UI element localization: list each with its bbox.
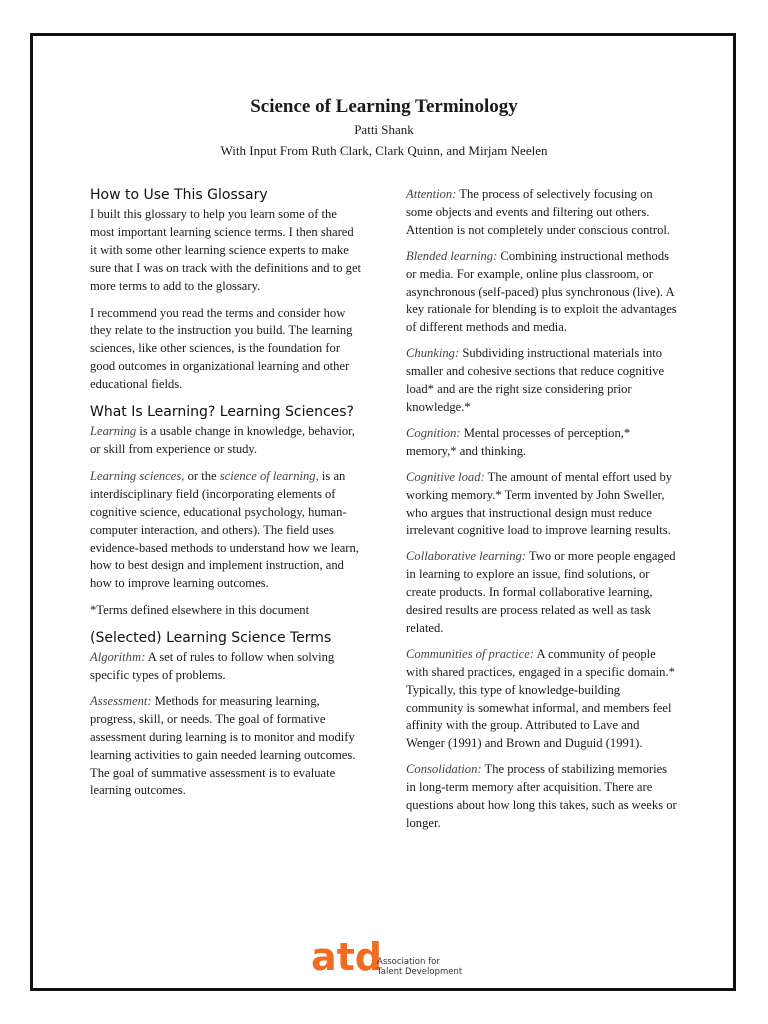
glossary-entry — [406, 646, 678, 753]
connector-or-the: or the — [184, 468, 220, 483]
term-assessment: Assessment: — [90, 693, 152, 708]
def-assessment: Methods for measuring learning, progress, skill, or needs. The goal of formative assessment during learning is to monitor and modify learning activities to gain needed learning outcomes. The goal of summative assessment is to evaluate learning outcomes. — [90, 693, 356, 798]
glossary-def: Mental processes of perception,* memory,* and thinking. — [406, 425, 631, 458]
glossary-entry-algorithm — [90, 649, 362, 685]
intro-paragraph-1: I built this glossary to help you learn some of the most important learning science terms. I then shared it with some other learning science experts to make sure that I was on track with the definitions and to get more terms to add to the glossary. — [90, 207, 362, 293]
definition-learning-sciences — [90, 468, 362, 593]
glossary-def: The process of stabilizing memories in long-term memory after acquisition. There are questions about how long this takes, such as weeks or longer. — [406, 762, 677, 830]
glossary-entry — [406, 548, 678, 638]
section-heading-what-is-learning: What Is Learning? Learning Sciences? — [90, 404, 354, 421]
section-heading-how-to-use: How to Use This Glossary — [90, 187, 268, 203]
glossary-term: Consolidation: — [406, 762, 482, 777]
glossary-term: Cognition: — [406, 425, 461, 440]
def-learning: is a usable change in knowledge, behavior, or skill from experience or study. — [90, 424, 355, 456]
glossary-term: Collaborative learning: — [406, 549, 526, 564]
left-column — [90, 186, 362, 808]
glossary-term: Blended learning: — [406, 248, 498, 263]
logo-line-1: Association for — [377, 957, 440, 967]
glossary-def: The amount of mental effort used by working memory.* Term invented by John Sweller, who argues that instructional design must reduce irrelevant cognitive load to improve learning results. — [406, 469, 673, 538]
glossary-entry — [406, 761, 678, 833]
term-learning-sciences: Learning sciences, — [90, 468, 185, 483]
logo-line-2: Talent Development — [377, 967, 463, 977]
atd-logo-text — [377, 957, 462, 977]
term-science-of-learning: science of learning, — [219, 468, 319, 483]
glossary-entry — [406, 469, 678, 541]
term-algorithm: Algorithm: — [90, 650, 146, 665]
section-heading-selected-terms: (Selected) Learning Science Terms — [90, 630, 332, 647]
glossary-entry — [406, 186, 678, 240]
glossary-entry — [406, 248, 678, 338]
document-title: Science of Learning Terminology — [250, 96, 518, 117]
glossary-term: Communities of practice: — [406, 646, 535, 661]
terms-note: *Terms defined elsewhere in this document — [90, 603, 310, 618]
glossary-entry — [406, 345, 678, 417]
contributors-line: With Input From Ruth Clark, Clark Quinn, and Mirjam Neelen — [220, 143, 548, 158]
atd-logo-mark: atd — [311, 935, 383, 978]
def-algorithm: A set of rules to follow when solving specific types of problems. — [90, 650, 335, 683]
glossary-def: Combining instructional methods or media. For example, online plus classroom, or asynchronous (self-paced) plus synchronous (live). A key rationale for blending is to exploit the advantages of different methods and media. — [406, 248, 677, 335]
glossary-def: A community of people with shared practices, engaged in a specific domain.* Typically, this type of knowledge-building community is somewhat informal, and members feel affinity with the group. Attributed to Lave and Wenger (1991) and Brown and Duguid (1991). — [406, 646, 675, 751]
glossary-def: Subdividing instructional materials into smaller and cohesive sections that reduce cognitive load* and are the right size considering prior knowledge.* — [406, 346, 665, 414]
def-learning-sciences: is an interdisciplinary field (incorporating elements of cognitive science, educational psychology, human-computer interaction, and others). The field uses evidence-based methods to understand how we learn, how to best design and implement instruction, and how to improve learning outcomes. — [90, 468, 359, 591]
glossary-def: Two or more people engaged in learning to explore an issue, find solutions, or create products. In formal collaborative learning, desired results are process related as well as task related. — [406, 549, 676, 635]
glossary-def: The process of selectively focusing on some objects and events and filtering out others. Attention is not completely under conscious control. — [406, 187, 671, 237]
glossary-term: Attention: — [406, 187, 457, 201]
glossary-entry — [406, 425, 678, 461]
glossary-term: Chunking: — [406, 346, 460, 361]
author-line: Patti Shank — [354, 122, 414, 137]
intro-paragraph-2: I recommend you read the terms and consider how they relate to the instruction you build. The learning sciences, like other sciences, is the foundation for good outcomes in organizational learning and other educational fields. — [90, 305, 353, 392]
right-column — [406, 186, 678, 841]
term-learning: Learning — [90, 424, 137, 439]
glossary-term: Cognitive load: — [406, 469, 485, 484]
definition-learning — [90, 423, 362, 459]
glossary-entry-assessment — [90, 693, 362, 800]
